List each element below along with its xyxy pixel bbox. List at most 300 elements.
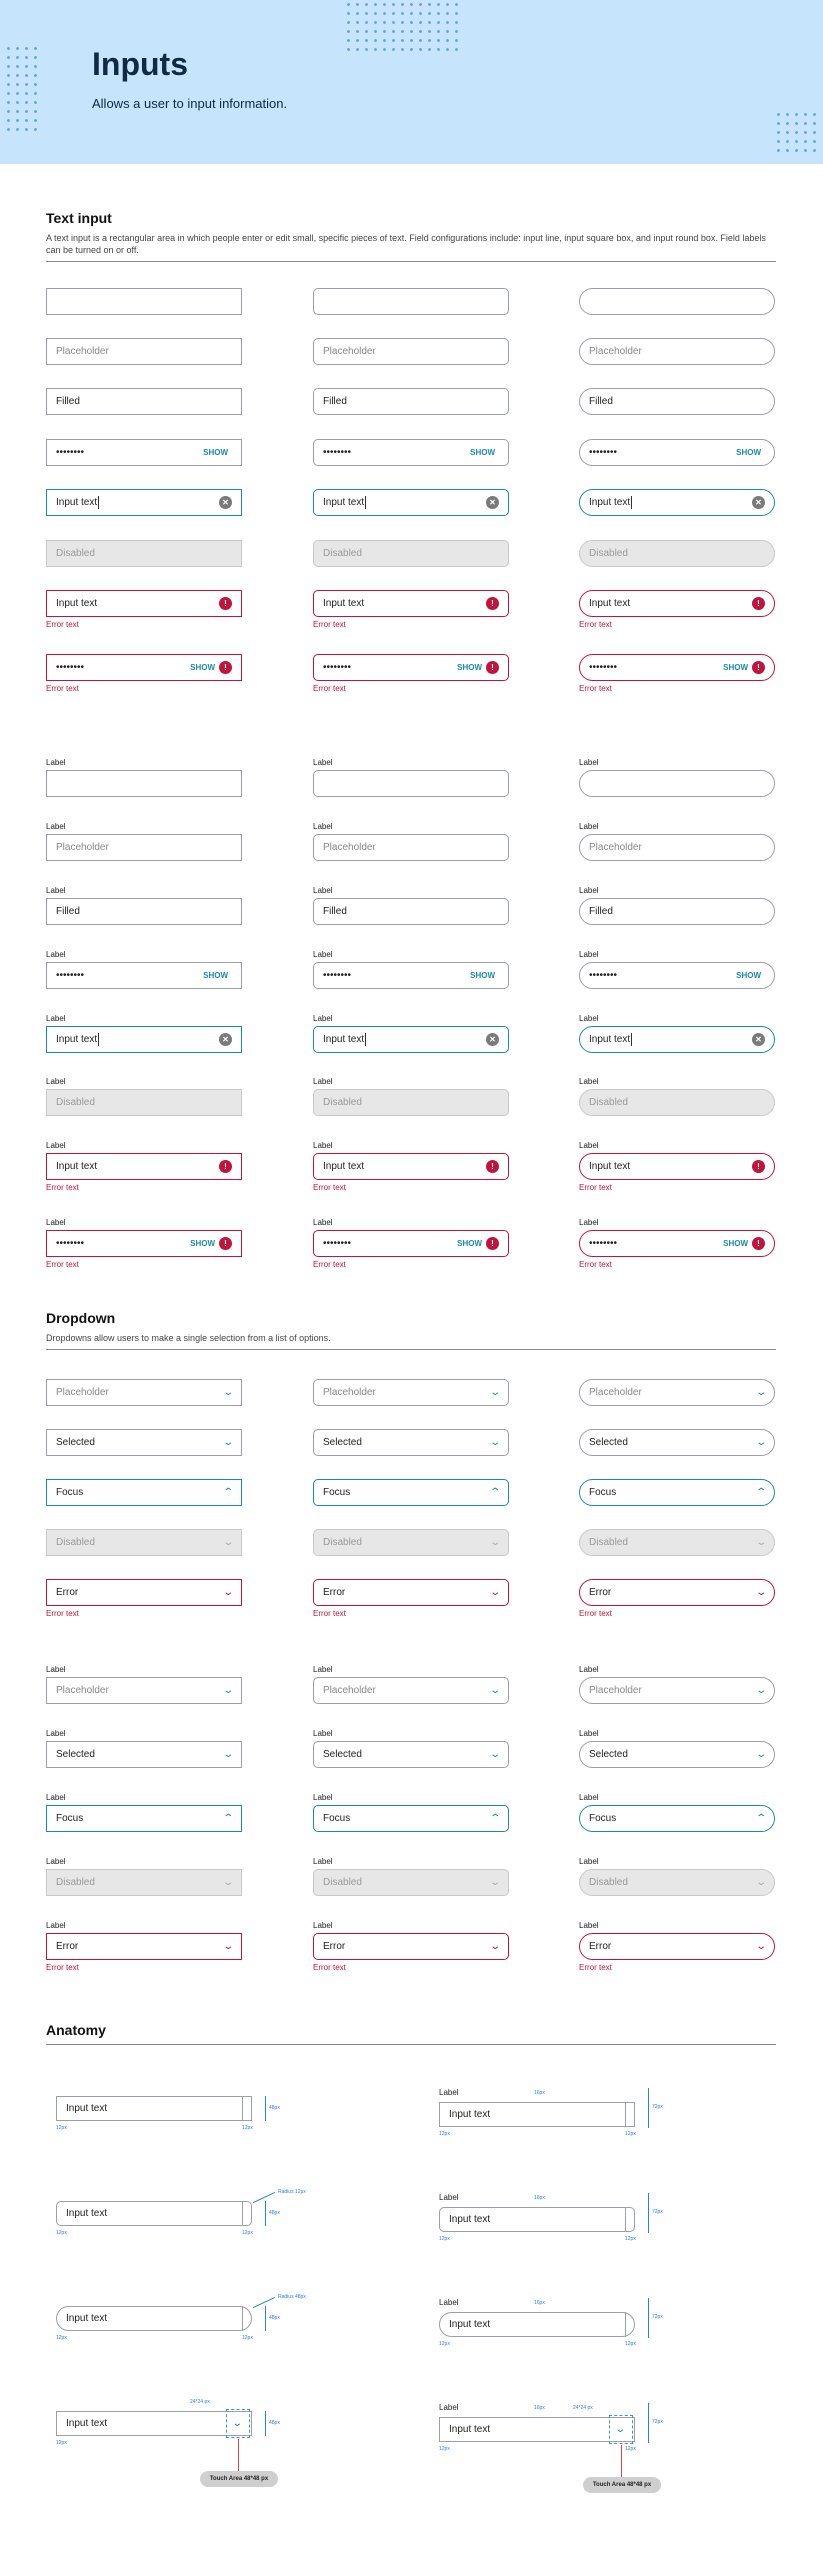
input-cell <box>46 590 242 629</box>
input-value: Placeholder <box>56 346 109 357</box>
chevron-down-icon[interactable]: ⌄ <box>754 1749 767 1760</box>
input-value: Disabled <box>323 548 362 559</box>
input-cell <box>579 439 775 466</box>
chevron-down-icon[interactable]: ⌄ <box>754 1437 767 1448</box>
field-label: Label <box>46 822 66 831</box>
dropdown-error[interactable] <box>46 1579 242 1606</box>
input-value: Input text <box>66 2418 108 2429</box>
input-value: Input text <box>56 497 98 509</box>
input-cell <box>579 1579 775 1618</box>
clear-icon[interactable]: ✕ <box>219 496 232 509</box>
clear-icon[interactable]: ✕ <box>219 1033 232 1046</box>
input-value: Filled <box>56 906 80 917</box>
input-value: Input text <box>589 1034 631 1046</box>
text-cursor <box>98 1033 99 1046</box>
dropdown-selected[interactable] <box>313 1429 509 1456</box>
input-value: Input text <box>589 497 631 509</box>
chevron-down-icon[interactable]: ⌄ <box>754 1387 767 1398</box>
chevron-down-icon[interactable]: ⌄ <box>754 1685 767 1696</box>
chevron-down-icon[interactable]: ⌄ <box>221 1437 234 1448</box>
input-cell <box>46 950 242 989</box>
password-input-error[interactable] <box>313 654 509 681</box>
dropdown-error[interactable] <box>46 1933 242 1960</box>
error-icon: ! <box>752 597 765 610</box>
input-cell <box>313 590 509 629</box>
input-cell <box>579 950 775 989</box>
show-password-button[interactable]: SHOW <box>457 663 482 672</box>
dropdown-focus[interactable] <box>579 1479 775 1506</box>
input-cell <box>579 288 775 315</box>
text-input-disabled <box>313 1089 509 1116</box>
section-title: Anatomy <box>46 2022 776 2045</box>
dropdown-focus[interactable] <box>46 1479 242 1506</box>
field-label: Label <box>313 758 333 767</box>
field-label: Label <box>579 822 599 831</box>
clear-icon[interactable]: ✕ <box>486 496 499 509</box>
input-cell <box>46 1014 242 1053</box>
show-password-button[interactable]: SHOW <box>470 448 495 457</box>
text-input-error[interactable] <box>313 1153 509 1180</box>
input-value: Focus <box>56 1487 84 1498</box>
text-input-focus[interactable] <box>579 1026 775 1053</box>
text-cursor <box>365 496 366 509</box>
show-password-button[interactable]: SHOW <box>203 971 228 980</box>
text-input-empty[interactable] <box>46 770 242 797</box>
input-value: •••••••• <box>56 662 85 673</box>
input-cell <box>579 1014 775 1053</box>
show-password-button[interactable]: SHOW <box>457 1239 482 1248</box>
text-input-placeholder[interactable] <box>46 338 242 365</box>
text-input-placeholder[interactable] <box>579 338 775 365</box>
dropdown-placeholder[interactable] <box>579 1379 775 1406</box>
error-icon: ! <box>219 1237 232 1250</box>
height-measure: 48px <box>269 2315 280 2321</box>
dropdown-error[interactable] <box>313 1579 509 1606</box>
input-value: Focus <box>589 1487 617 1498</box>
input-cell <box>46 1141 242 1192</box>
dropdown-placeholder[interactable] <box>46 1379 242 1406</box>
input-cell <box>313 1014 509 1053</box>
chevron-up-icon[interactable]: ⌃ <box>488 1813 501 1824</box>
input-cell <box>579 1141 775 1192</box>
chevron-down-icon[interactable]: ⌄ <box>488 1387 501 1398</box>
input-cell <box>579 1529 775 1556</box>
dropdown-selected[interactable] <box>313 1741 509 1768</box>
text-input-error[interactable] <box>46 590 242 617</box>
input-cell <box>579 1077 775 1116</box>
height-measure: 72px <box>652 2314 663 2320</box>
clear-icon[interactable]: ✕ <box>486 1033 499 1046</box>
error-message: Error text <box>313 1963 346 1972</box>
text-input-placeholder[interactable] <box>313 834 509 861</box>
text-input-filled[interactable] <box>313 388 509 415</box>
input-cell <box>579 822 775 861</box>
text-input-filled[interactable] <box>46 898 242 925</box>
dropdown-disabled <box>579 1529 775 1556</box>
input-value: •••••••• <box>589 662 618 673</box>
chevron-down-icon[interactable]: ⌄ <box>221 1685 234 1696</box>
touch-pointer-line <box>238 2439 239 2473</box>
text-input-empty[interactable] <box>46 288 242 315</box>
input-value: Disabled <box>323 1097 362 1108</box>
input-cell <box>46 288 242 315</box>
chevron-down-icon[interactable]: ⌄ <box>754 1587 767 1598</box>
text-input-placeholder[interactable] <box>46 834 242 861</box>
show-password-button[interactable]: SHOW <box>736 971 761 980</box>
chevron-down-icon[interactable]: ⌄ <box>488 1537 501 1548</box>
text-input-filled[interactable] <box>313 898 509 925</box>
input-value: Input text <box>449 2109 491 2120</box>
section-description: Dropdowns allow users to make a single selection from a list of options. <box>46 1332 776 1350</box>
input-cell <box>313 654 509 693</box>
anatomy-diagram <box>46 2189 376 2321</box>
field-label: Label <box>579 1729 599 1738</box>
field-label: Label <box>46 1921 66 1930</box>
text-input-empty[interactable] <box>313 770 509 797</box>
icon-touch-guide <box>226 2409 250 2438</box>
input-value: •••••••• <box>589 1238 618 1249</box>
dropdown-error[interactable] <box>579 1579 775 1606</box>
height-measure: 72px <box>652 2419 663 2425</box>
chevron-down-icon[interactable]: ⌄ <box>221 1941 234 1952</box>
clear-icon[interactable]: ✕ <box>752 1033 765 1046</box>
text-input-placeholder[interactable] <box>313 338 509 365</box>
input-cell <box>579 654 775 693</box>
input-value: Focus <box>56 1813 84 1824</box>
error-icon: ! <box>219 1160 232 1173</box>
field-label: Label <box>313 1077 333 1086</box>
height-measure-line <box>265 2096 266 2121</box>
show-password-button[interactable]: SHOW <box>203 448 228 457</box>
input-cell <box>46 886 242 925</box>
input-value: Filled <box>323 396 347 407</box>
text-cursor <box>365 1033 366 1046</box>
padding-guide <box>242 2306 243 2331</box>
dropdown-placeholder[interactable] <box>46 1677 242 1704</box>
show-password-button[interactable]: SHOW <box>723 1239 748 1248</box>
input-cell <box>313 1429 509 1456</box>
input-value: Placeholder <box>323 1685 376 1696</box>
text-input-error[interactable] <box>313 590 509 617</box>
chevron-up-icon[interactable]: ⌃ <box>221 1487 234 1498</box>
input-cell <box>313 950 509 989</box>
input-cell <box>46 1429 242 1456</box>
padding-measure: 16px <box>534 2195 545 2201</box>
input-value: Selected <box>589 1437 628 1448</box>
text-input-filled[interactable] <box>46 388 242 415</box>
anatomy-input-box <box>439 2417 635 2442</box>
section-title: Text input <box>46 210 112 226</box>
chevron-down-icon[interactable]: ⌄ <box>754 1941 767 1952</box>
dropdown-focus[interactable] <box>46 1805 242 1832</box>
dropdown-focus[interactable] <box>313 1805 509 1832</box>
padding-measure: 12px <box>625 2236 636 2242</box>
error-icon: ! <box>752 661 765 674</box>
input-value: Selected <box>323 1437 362 1448</box>
field-label: Label <box>46 886 66 895</box>
field-label: Label <box>46 1077 66 1086</box>
password-input-error[interactable] <box>313 1230 509 1257</box>
chevron-up-icon[interactable]: ⌃ <box>221 1813 234 1824</box>
dropdown-focus[interactable] <box>579 1805 775 1832</box>
input-value: •••••••• <box>56 1238 85 1249</box>
field-label: Label <box>313 1014 333 1023</box>
chevron-down-icon[interactable]: ⌄ <box>221 1877 234 1888</box>
padding-guide <box>242 2096 243 2121</box>
dropdown-error[interactable] <box>313 1933 509 1960</box>
chevron-down-icon[interactable]: ⌄ <box>488 1941 501 1952</box>
anatomy-section-header <box>46 2022 776 2045</box>
radius-measure: Radius 12px <box>278 2189 306 2195</box>
height-measure: 48px <box>269 2105 280 2111</box>
input-value: Disabled <box>56 1877 95 1888</box>
show-password-button[interactable]: SHOW <box>723 663 748 672</box>
field-label: Label <box>579 886 599 895</box>
input-cell <box>313 1141 509 1192</box>
clear-icon[interactable]: ✕ <box>752 496 765 509</box>
padding-measure: 12px <box>242 2335 253 2341</box>
text-input-focus[interactable] <box>313 1026 509 1053</box>
dropdown-section-header <box>46 1310 776 1350</box>
padding-measure: 12px <box>56 2335 67 2341</box>
field-label: Label <box>579 1077 599 1086</box>
input-cell <box>313 1379 509 1406</box>
text-input-filled[interactable] <box>579 898 775 925</box>
input-value: Disabled <box>56 1097 95 1108</box>
text-input-error[interactable] <box>579 590 775 617</box>
input-cell <box>46 1529 242 1556</box>
text-input-disabled <box>46 540 242 567</box>
dropdown-focus[interactable] <box>313 1479 509 1506</box>
padding-measure: 16px <box>534 2405 545 2411</box>
input-value: Placeholder <box>323 842 376 853</box>
input-value: Error <box>56 1587 79 1598</box>
input-value: •••••••• <box>323 970 352 981</box>
dropdown-selected[interactable] <box>579 1741 775 1768</box>
input-value: Selected <box>56 1749 95 1760</box>
error-icon: ! <box>219 661 232 674</box>
input-value: Input text <box>66 2208 108 2219</box>
field-label: Label <box>579 1793 599 1802</box>
show-password-button[interactable]: SHOW <box>470 971 495 980</box>
password-input[interactable] <box>46 962 242 989</box>
padding-measure: 12px <box>242 2230 253 2236</box>
dropdown-disabled <box>313 1529 509 1556</box>
anatomy-diagram <box>439 2088 769 2208</box>
chevron-down-icon[interactable]: ⌄ <box>488 1587 501 1598</box>
padding-measure: 12px <box>439 2236 450 2242</box>
decorative-dots <box>344 0 464 54</box>
password-input[interactable] <box>579 962 775 989</box>
input-cell <box>579 1218 775 1269</box>
dropdown-placeholder[interactable] <box>579 1677 775 1704</box>
padding-measure: 12px <box>56 2440 67 2446</box>
input-value: Disabled <box>323 1537 362 1548</box>
error-icon: ! <box>486 1160 499 1173</box>
input-value: Placeholder <box>589 1387 642 1398</box>
input-cell <box>46 439 242 466</box>
padding-guide <box>625 2207 626 2232</box>
error-message: Error text <box>313 1183 346 1192</box>
text-input-empty[interactable] <box>579 288 775 315</box>
field-label: Label <box>313 1218 333 1227</box>
chevron-up-icon[interactable]: ⌃ <box>488 1487 501 1498</box>
field-label: Label <box>46 1014 66 1023</box>
page-title: Inputs <box>92 46 188 82</box>
height-measure: 48px <box>269 2210 280 2216</box>
input-value: Error <box>323 1941 346 1952</box>
error-icon: ! <box>752 1237 765 1250</box>
input-value: Input text <box>56 598 98 609</box>
text-input-disabled <box>579 1089 775 1116</box>
height-measure: 72px <box>652 2104 663 2110</box>
input-cell <box>46 1729 242 1768</box>
field-label: Label <box>579 1014 599 1023</box>
input-cell <box>46 1857 242 1896</box>
input-value: Focus <box>589 1813 617 1824</box>
text-input-empty[interactable] <box>313 288 509 315</box>
show-password-button[interactable]: SHOW <box>736 448 761 457</box>
input-cell <box>46 1665 242 1704</box>
radius-measure: Radius 48px <box>278 2294 306 2300</box>
error-message: Error text <box>46 684 79 693</box>
input-value: Placeholder <box>589 842 642 853</box>
password-input[interactable] <box>313 962 509 989</box>
chevron-down-icon[interactable]: ⌄ <box>488 1877 501 1888</box>
input-value: Disabled <box>56 548 95 559</box>
dropdown-selected[interactable] <box>579 1429 775 1456</box>
anatomy-diagram <box>439 2193 769 2313</box>
password-input-error[interactable] <box>579 654 775 681</box>
text-input-focus[interactable] <box>46 489 242 516</box>
password-input[interactable] <box>46 439 242 466</box>
anatomy-field-label: Label <box>439 2403 459 2412</box>
input-value: Disabled <box>589 1097 628 1108</box>
field-label: Label <box>46 1665 66 1674</box>
input-value: •••••••• <box>589 970 618 981</box>
field-label: Label <box>46 1793 66 1802</box>
field-label: Label <box>46 758 66 767</box>
chevron-up-icon[interactable]: ⌃ <box>754 1487 767 1498</box>
anatomy-field-label: Label <box>439 2088 459 2097</box>
input-cell <box>313 886 509 925</box>
page-subtitle: Allows a user to input information. <box>92 96 288 111</box>
input-cell <box>579 1729 775 1768</box>
error-icon: ! <box>486 597 499 610</box>
input-cell <box>313 1857 509 1896</box>
input-value: •••••••• <box>323 662 352 673</box>
input-value: Input text <box>66 2313 108 2324</box>
input-value: Disabled <box>56 1537 95 1548</box>
icon-size-measure: 24*24 px <box>190 2399 210 2405</box>
input-value: Disabled <box>589 548 628 559</box>
input-cell <box>579 590 775 629</box>
touch-pointer-line <box>621 2445 622 2479</box>
input-cell <box>579 388 775 415</box>
input-cell <box>313 338 509 365</box>
input-value: Error <box>589 1587 612 1598</box>
input-cell <box>46 388 242 415</box>
text-input-placeholder[interactable] <box>579 834 775 861</box>
input-value: Input text <box>449 2214 491 2225</box>
input-value: Placeholder <box>56 1685 109 1696</box>
input-cell <box>313 822 509 861</box>
chevron-down-icon[interactable]: ⌄ <box>221 1587 234 1598</box>
height-measure-line <box>648 2088 649 2128</box>
text-cursor <box>631 496 632 509</box>
text-input-empty[interactable] <box>579 770 775 797</box>
dropdown-error[interactable] <box>579 1933 775 1960</box>
text-input-filled[interactable] <box>579 388 775 415</box>
input-value: Input text <box>323 1034 365 1046</box>
input-cell <box>313 439 509 466</box>
chevron-up-icon[interactable]: ⌃ <box>754 1813 767 1824</box>
password-input[interactable] <box>579 439 775 466</box>
input-cell <box>46 1793 242 1832</box>
chevron-down-icon[interactable]: ⌄ <box>221 1537 234 1548</box>
input-cell <box>46 1077 242 1116</box>
password-input-error[interactable] <box>579 1230 775 1257</box>
chevron-down-icon[interactable]: ⌄ <box>221 1749 234 1760</box>
chevron-down-icon[interactable]: ⌄ <box>754 1877 767 1888</box>
input-value: Focus <box>323 1813 351 1824</box>
field-label: Label <box>579 1857 599 1866</box>
input-value: Input text <box>56 1034 98 1046</box>
text-input-focus[interactable] <box>46 1026 242 1053</box>
dropdown-placeholder[interactable] <box>313 1677 509 1704</box>
input-cell <box>579 758 775 797</box>
anatomy-input-box <box>56 2411 252 2436</box>
chevron-down-icon[interactable]: ⌄ <box>488 1749 501 1760</box>
chevron-down-icon[interactable]: ⌄ <box>221 1387 234 1398</box>
input-value: Placeholder <box>589 1685 642 1696</box>
padding-guide <box>625 2312 626 2337</box>
password-input-error[interactable] <box>46 654 242 681</box>
show-password-button[interactable]: SHOW <box>190 1239 215 1248</box>
text-input-error[interactable] <box>46 1153 242 1180</box>
input-cell <box>579 886 775 925</box>
input-cell <box>579 540 775 567</box>
input-cell <box>313 288 509 315</box>
icon-size-measure: 24*24 px <box>573 2405 593 2411</box>
dropdown-selected[interactable] <box>46 1741 242 1768</box>
password-input-error[interactable] <box>46 1230 242 1257</box>
text-input-disabled <box>46 1089 242 1116</box>
text-input-disabled <box>313 540 509 567</box>
chevron-down-icon[interactable]: ⌄ <box>488 1685 501 1696</box>
error-icon: ! <box>752 1160 765 1173</box>
text-input-focus[interactable] <box>313 489 509 516</box>
input-cell <box>579 338 775 365</box>
input-cell <box>313 1579 509 1618</box>
dropdown-placeholder[interactable] <box>313 1379 509 1406</box>
text-input-error[interactable] <box>579 1153 775 1180</box>
input-cell <box>313 1665 509 1704</box>
error-message: Error text <box>579 1609 612 1618</box>
dropdown-selected[interactable] <box>46 1429 242 1456</box>
input-value: Disabled <box>323 1877 362 1888</box>
input-cell <box>46 758 242 797</box>
text-input-focus[interactable] <box>579 489 775 516</box>
password-input[interactable] <box>313 439 509 466</box>
anatomy-input-box <box>439 2312 635 2337</box>
chevron-down-icon[interactable]: ⌄ <box>488 1437 501 1448</box>
hero-banner <box>0 0 823 164</box>
show-password-button[interactable]: SHOW <box>190 663 215 672</box>
touch-area-tag: Touch Area 48*48 px <box>200 2471 278 2487</box>
padding-measure: 12px <box>56 2125 67 2131</box>
chevron-down-icon[interactable]: ⌄ <box>754 1537 767 1548</box>
